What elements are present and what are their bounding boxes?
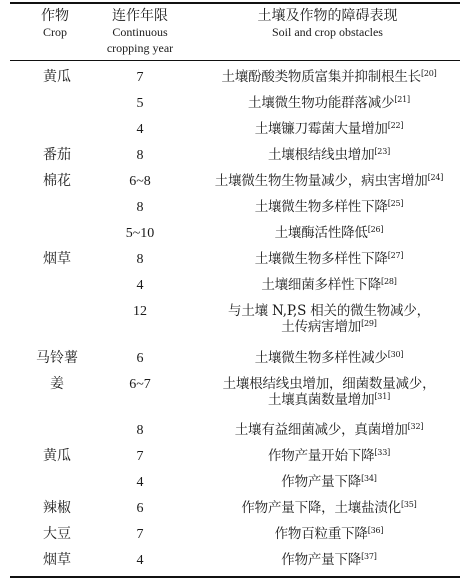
table-row bbox=[0, 474, 466, 500]
obstacle-text: 土壤酶活性降低 bbox=[274, 225, 368, 241]
header-crop-en: Crop bbox=[43, 25, 67, 39]
cell-obstacle bbox=[200, 147, 458, 163]
reference-mark: [28] bbox=[381, 277, 397, 286]
obstacle-line bbox=[200, 69, 458, 85]
cell-crop: 番茄 bbox=[43, 147, 71, 163]
cell-year: 6~7 bbox=[129, 377, 151, 392]
cell-year: 6~8 bbox=[129, 174, 151, 189]
obstacle-line bbox=[200, 376, 458, 392]
header-crop-zh: 作物 bbox=[41, 8, 69, 24]
cell-obstacle bbox=[200, 376, 458, 408]
cell-year: 4 bbox=[136, 278, 144, 293]
obstacle-line bbox=[200, 500, 458, 516]
reference-mark: [35] bbox=[400, 500, 417, 509]
cell-obstacle bbox=[200, 69, 458, 85]
obstacle-line bbox=[200, 147, 458, 163]
cell-obstacle bbox=[200, 121, 458, 137]
cell-year: 8 bbox=[136, 148, 144, 163]
table-row bbox=[0, 422, 466, 448]
reference-mark: [31] bbox=[374, 392, 391, 401]
cell-obstacle bbox=[200, 173, 458, 189]
obstacle-text: 作物产量下降 bbox=[281, 552, 362, 568]
cell-obstacle bbox=[200, 303, 458, 335]
cell-obstacle bbox=[200, 225, 458, 241]
cell-obstacle bbox=[200, 500, 458, 516]
reference-mark: [27] bbox=[387, 251, 404, 260]
obstacle-text: 土壤微生物多样性下降 bbox=[254, 199, 388, 215]
reference-mark: [32] bbox=[407, 422, 424, 431]
obstacle-text: 作物产量开始下降 bbox=[267, 448, 375, 464]
reference-mark: [20] bbox=[420, 69, 437, 78]
table-row bbox=[0, 303, 466, 349]
obstacle-line bbox=[200, 474, 458, 490]
obstacle-line bbox=[200, 350, 458, 366]
obstacle-line bbox=[200, 422, 458, 438]
obstacle-line bbox=[200, 319, 458, 335]
obstacle-line bbox=[200, 199, 458, 215]
cell-obstacle bbox=[200, 526, 458, 542]
cell-crop: 姜 bbox=[50, 376, 64, 392]
table-row bbox=[0, 147, 466, 173]
obstacle-text: 土壤根结线虫增加，细菌数量减少， bbox=[222, 376, 436, 392]
reference-mark: [21] bbox=[394, 95, 410, 104]
table-row bbox=[0, 552, 466, 576]
obstacle-line bbox=[200, 448, 458, 464]
obstacle-text: 土壤微生物多样性减少 bbox=[254, 350, 388, 366]
obstacle-text: 土壤细菌多样性下降 bbox=[261, 277, 382, 293]
obstacle-line bbox=[200, 526, 458, 542]
cell-crop: 棉花 bbox=[43, 173, 71, 189]
header-obstacles-en: Soil and crop obstacles bbox=[272, 25, 383, 39]
cell-crop: 黄瓜 bbox=[43, 69, 71, 85]
obstacle-text: 土壤微生物功能群落减少 bbox=[248, 95, 395, 111]
obstacle-text: 作物产量下降，土壤盐渍化 bbox=[241, 500, 401, 516]
cell-crop: 黄瓜 bbox=[43, 448, 71, 464]
table-row bbox=[0, 277, 466, 303]
table-row bbox=[0, 251, 466, 277]
table-row bbox=[0, 448, 466, 474]
obstacle-text: 土壤微生物生物量减少，病虫害增加 bbox=[214, 173, 428, 189]
cell-year: 7 bbox=[136, 70, 144, 85]
cell-year: 4 bbox=[136, 553, 144, 568]
cell-obstacle bbox=[200, 448, 458, 464]
reference-mark: [25] bbox=[387, 199, 404, 208]
table-row bbox=[0, 69, 466, 95]
header-year-zh: 连作年限 bbox=[112, 8, 168, 24]
cell-obstacle bbox=[200, 277, 458, 293]
table-row bbox=[0, 526, 466, 552]
cell-obstacle bbox=[200, 474, 458, 490]
cell-year: 4 bbox=[136, 122, 144, 137]
header-year-en-2: cropping year bbox=[106, 41, 174, 55]
cell-crop: 辣椒 bbox=[43, 500, 71, 516]
cell-obstacle bbox=[200, 350, 458, 366]
obstacle-text: 作物产量下降 bbox=[281, 474, 362, 490]
obstacle-text: 作物百粒重下降 bbox=[274, 526, 368, 542]
reference-mark: [26] bbox=[367, 225, 384, 234]
reference-mark: [30] bbox=[387, 350, 404, 359]
reference-mark: [29] bbox=[361, 319, 377, 328]
cell-year: 12 bbox=[133, 304, 147, 319]
obstacle-line bbox=[200, 225, 458, 241]
reference-mark: [37] bbox=[361, 552, 377, 561]
cell-obstacle bbox=[200, 422, 458, 438]
cell-obstacle bbox=[200, 95, 458, 111]
cell-crop: 烟草 bbox=[43, 251, 71, 267]
cell-year: 7 bbox=[136, 449, 144, 464]
obstacle-line bbox=[200, 173, 458, 189]
obstacle-line bbox=[200, 277, 458, 293]
obstacle-line bbox=[200, 552, 458, 568]
cell-year: 6 bbox=[136, 501, 144, 516]
obstacle-line bbox=[200, 392, 458, 408]
cell-year: 5 bbox=[136, 96, 144, 111]
cell-obstacle bbox=[200, 199, 458, 215]
cell-year: 8 bbox=[136, 200, 144, 215]
header-year-en-1: Continuous bbox=[112, 25, 168, 39]
obstacle-line bbox=[200, 121, 458, 137]
obstacle-line bbox=[200, 303, 458, 319]
obstacle-line bbox=[200, 251, 458, 267]
reference-mark: [22] bbox=[387, 121, 404, 130]
cell-year: 5~10 bbox=[125, 226, 155, 241]
table-row bbox=[0, 350, 466, 376]
cell-obstacle bbox=[200, 552, 458, 568]
cell-crop: 大豆 bbox=[43, 526, 71, 542]
obstacle-text: 土传病害增加 bbox=[281, 319, 362, 335]
cell-year: 7 bbox=[136, 527, 144, 542]
cell-crop: 马铃薯 bbox=[36, 350, 78, 366]
table-row bbox=[0, 500, 466, 526]
reference-mark: [24] bbox=[427, 173, 444, 182]
cell-year: 6 bbox=[136, 351, 144, 366]
table-row bbox=[0, 95, 466, 121]
obstacle-text: 土壤真菌数量增加 bbox=[267, 392, 375, 408]
reference-mark: [34] bbox=[361, 474, 377, 483]
cell-year: 8 bbox=[136, 252, 144, 267]
obstacle-text: 土壤微生物多样性下降 bbox=[254, 251, 388, 267]
table-row bbox=[0, 225, 466, 251]
obstacle-text: 土壤镰刀霉菌大量增加 bbox=[254, 121, 388, 137]
obstacle-line bbox=[200, 95, 458, 111]
reference-mark: [36] bbox=[367, 526, 384, 535]
reference-mark: [33] bbox=[374, 448, 391, 457]
table-row bbox=[0, 199, 466, 225]
reference-mark: [23] bbox=[374, 147, 391, 156]
obstacle-text: 与土壤 N,P,S 相关的微生物减少， bbox=[228, 303, 430, 319]
table-row bbox=[0, 121, 466, 147]
cell-obstacle bbox=[200, 251, 458, 267]
cell-crop: 烟草 bbox=[43, 552, 71, 568]
obstacle-text: 土壤有益细菌减少，真菌增加 bbox=[234, 422, 408, 438]
table-row bbox=[0, 376, 466, 422]
cell-year: 8 bbox=[136, 423, 144, 438]
table-row bbox=[0, 173, 466, 199]
header-obstacles-zh: 土壤及作物的障碍表现 bbox=[257, 8, 398, 24]
cell-year: 4 bbox=[136, 475, 144, 490]
bottom-rule bbox=[10, 576, 460, 578]
obstacle-text: 土壤酚酸类物质富集并抑制根生长 bbox=[221, 69, 421, 85]
obstacle-text: 土壤根结线虫增加 bbox=[267, 147, 375, 163]
